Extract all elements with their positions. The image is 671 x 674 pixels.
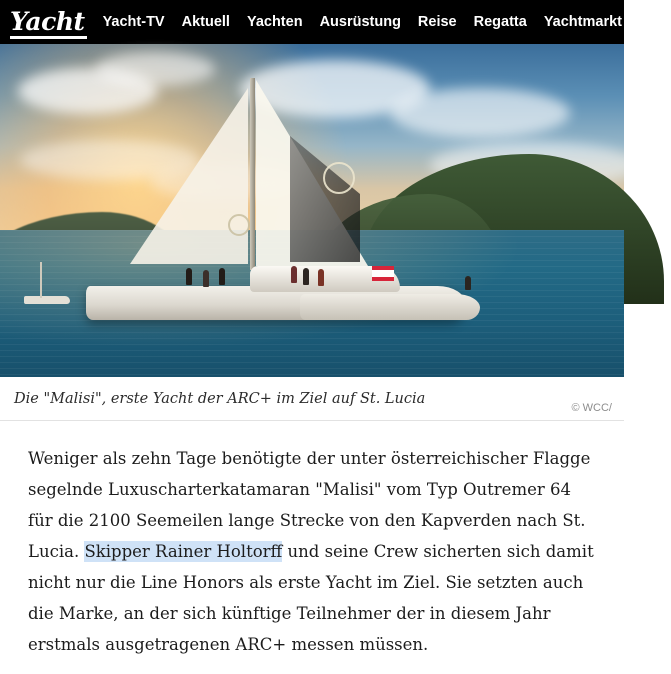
article-body — [0, 421, 624, 660]
image-credit: © WCC/ — [571, 402, 612, 414]
nav-item-yacht-tv[interactable]: Yacht-TV — [102, 14, 165, 30]
nav-item-aktuell[interactable]: Aktuell — [181, 14, 230, 30]
article-paragraph — [28, 443, 596, 660]
paragraph-text-before-highlight: Weniger als zehn Tage benötigte der unter österreichischer Flagge segelnde Luxuscharterkatamaran "Malisi" vom Typ Outremer 64 für die 2100 Seemeilen lange Strecke von den Kapverden nach St. Lucia. — [28, 449, 591, 561]
forestay-line — [126, 88, 255, 268]
nav-item-yachten[interactable]: Yachten — [246, 14, 303, 30]
crew-member — [303, 268, 309, 285]
crew-member — [203, 270, 209, 287]
main-navigation — [103, 0, 671, 44]
sail-emblem-icon — [323, 162, 355, 194]
cloud-decor — [390, 88, 570, 138]
highlighted-selection[interactable]: Skipper Rainer Holtorff — [84, 542, 283, 561]
nav-item-yachtmarkt[interactable]: Yachtmarkt — [543, 14, 622, 30]
paragraph-text-after-highlight: und seine Crew sicherten sich damit nicht nur die Line Honors als erste Yacht im Ziel. Sie setzten auch die Marke, an der sich künftige Teilnehmer der in diesem Jahr erstmals ausgetragenen ARC+ messen müssen. — [28, 542, 594, 654]
crew-member — [219, 268, 225, 285]
background-boat — [24, 296, 70, 304]
image-caption: Die "Malisi", erste Yacht der ARC+ im Ziel auf St. Lucia — [14, 390, 426, 407]
cloud-decor — [95, 52, 215, 86]
site-logo[interactable] — [8, 6, 89, 36]
nav-item-ratgeber[interactable]: Ratg — [639, 14, 671, 30]
site-header — [0, 0, 671, 44]
site-logo-text: Yacht — [10, 6, 85, 36]
background-boat-mast — [40, 262, 42, 298]
catamaran-hull-starboard — [300, 294, 480, 320]
crew-member — [465, 276, 471, 290]
nav-item-reise[interactable]: Reise — [417, 14, 457, 30]
crew-member — [186, 268, 192, 285]
nav-item-ausruestung[interactable]: Ausrüstung — [319, 14, 401, 30]
crew-member — [318, 269, 324, 286]
nav-item-regatta[interactable]: Regatta — [473, 14, 527, 30]
crew-member — [291, 266, 297, 283]
austrian-flag-icon — [372, 266, 394, 281]
hero-image — [0, 44, 624, 377]
mast — [250, 78, 255, 270]
image-caption-row — [0, 377, 624, 421]
site-logo-underline — [10, 36, 87, 39]
jib-emblem-icon — [228, 214, 250, 236]
